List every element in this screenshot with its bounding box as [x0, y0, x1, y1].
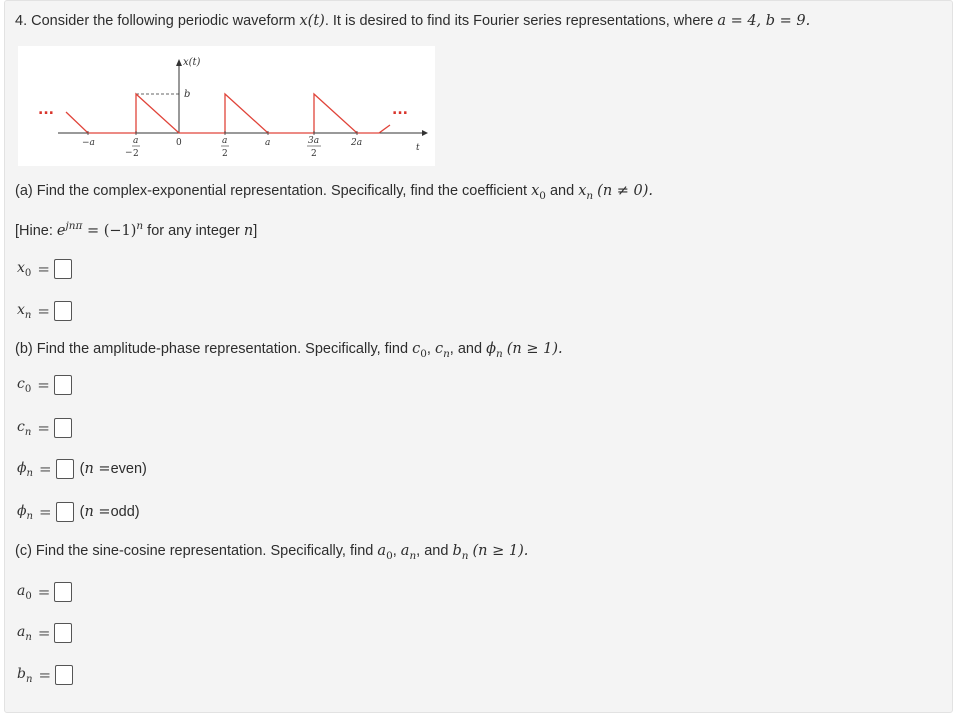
answer-row-phi-even: $\phi_n$ = (n =even) — [17, 459, 147, 479]
answer-row-bn: $b_n$ = — [17, 665, 73, 685]
part-c-text: (c) Find the sine-cosine representation. Specifically, find $a_0$, $a_n$, and $b_n$ (n ≥ 1). — [15, 543, 529, 562]
hint-text: [Hine: $e^{jn\pi} = (-1)^n$ for any integer n] — [15, 220, 258, 239]
xn-input[interactable] — [54, 301, 72, 321]
question-prefix: 4. Consider the following periodic waveform — [15, 13, 300, 29]
x0-input[interactable] — [54, 259, 72, 279]
waveform-figure — [18, 46, 435, 166]
answer-row-a0: $a_0$ = — [17, 582, 72, 602]
cn-input[interactable] — [54, 418, 72, 438]
an-input[interactable] — [54, 623, 72, 643]
x-of-t-label: x(t) — [183, 57, 201, 68]
tick-label-neg-a-half-num: a — [133, 136, 139, 146]
tick-label-3a-half-den: 2 — [311, 149, 317, 159]
question-panel — [4, 0, 953, 713]
tick-label-3a-half-num: 3a — [308, 136, 320, 146]
b-label: b — [184, 89, 191, 100]
tick-label-a: a — [265, 138, 271, 148]
tick-label-2a: 2a — [351, 138, 363, 148]
tick-label-a-half-den: 2 — [222, 149, 228, 159]
phi-n-odd-input[interactable] — [56, 502, 74, 522]
answer-row-an: $a_n$ = — [17, 623, 72, 643]
odd-note: (n =odd) — [79, 504, 140, 520]
waveform-trace — [66, 94, 390, 133]
a0-input[interactable] — [54, 582, 72, 602]
even-note: (n =even) — [79, 461, 147, 477]
amplitude-axis-arrow — [176, 59, 182, 66]
t-label: t — [416, 143, 420, 153]
tick-label-neg-a: −a — [82, 138, 95, 148]
question-params: a = 4, b = 9. — [717, 13, 811, 29]
answer-row-phi-odd: $\phi_n$ = (n =odd) — [17, 502, 140, 522]
time-axis-arrow — [422, 130, 428, 136]
answer-row-cn: $c_n$ = — [17, 418, 72, 438]
answer-row-c0: $c_0$ = — [17, 375, 72, 395]
left-dots: ... — [38, 102, 54, 118]
tick-label-neg-sign: − — [125, 148, 133, 158]
right-dots: ... — [392, 102, 408, 118]
answer-row-xn: $x_n$ = — [17, 301, 72, 321]
tick-label-neg-a-half-den: 2 — [133, 149, 139, 159]
part-a-text: (a) Find the complex-exponential representation. Specifically, find the coefficient $x_0$ and $x_n$ (n ≠ 0). — [15, 183, 654, 202]
question-text — [15, 13, 810, 29]
answer-row-x0: $x_0$ = — [17, 259, 72, 279]
c0-input[interactable] — [54, 375, 72, 395]
tick-label-zero: 0 — [176, 138, 182, 148]
question-middle: . It is desired to find its Fourier series representations, where — [324, 13, 718, 29]
bn-input[interactable] — [55, 665, 73, 685]
waveform-symbol: x(t) — [299, 13, 325, 29]
waveform-svg — [18, 46, 435, 166]
tick-label-a-half-num: a — [222, 136, 228, 146]
part-b-text: (b) Find the amplitude-phase representation. Specifically, find $c_0$, $c_n$, and $\phi_n$ (n ≥ 1). — [15, 341, 563, 360]
phi-n-even-input[interactable] — [56, 459, 74, 479]
